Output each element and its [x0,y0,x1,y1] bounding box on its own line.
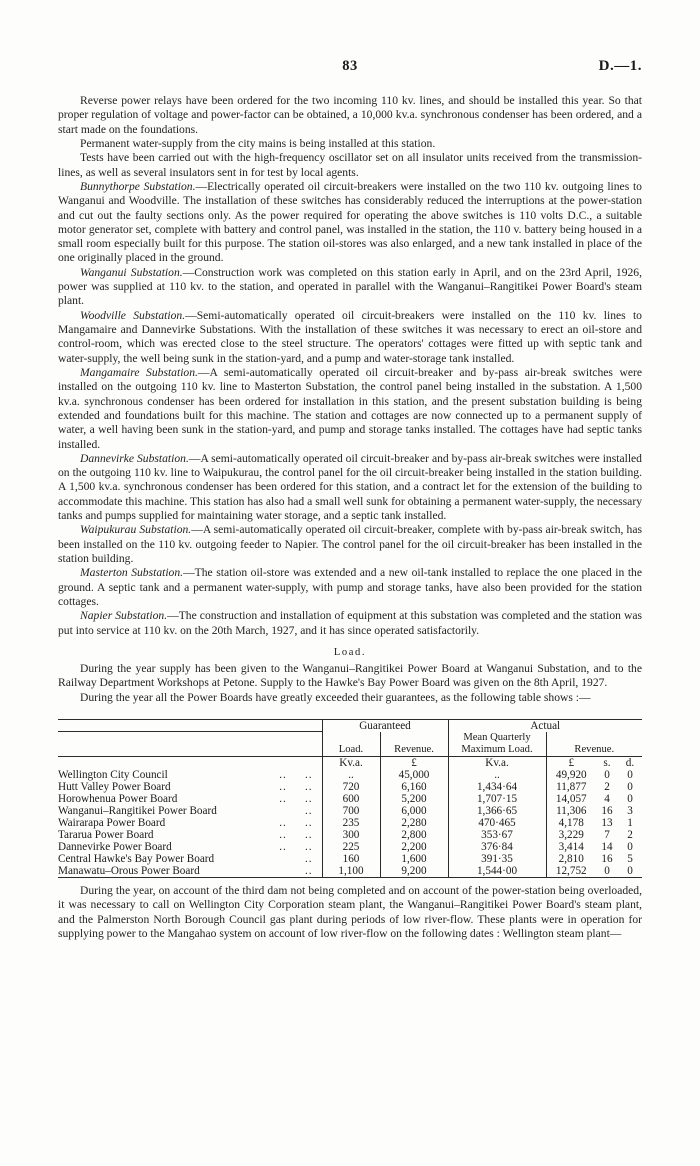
row-dots: .. [304,829,313,842]
row-label: Wairarapa Power Board [58,817,166,830]
subheader-guaranteed-load: Load. [322,732,380,757]
paragraph-waipukurau: Waipukurau Substation.—A semi-automatically operated oil circuit-breaker, complete with by-pass air-break switch, has been installed on the 110 kv. outgoing feeder to Napier. The control panel for the oil circuit-breaker has been installed in the station building. [58,523,642,565]
row-label: Central Hawke's Bay Power Board [58,853,215,866]
row-dots: .. [304,865,313,878]
body-text-block-after [58,662,642,705]
paragraph: Tests have been carried out with the high-frequency oscillator set on all insulator units received from the transmission-lines, as well as several insulators sent in for test by local agents. [58,151,642,179]
paragraph-masterton: Masterton Substation.—The station oil-store was extended and a new oil-tank installed to replace the one placed in the ground. A septic tank and a permanent water-supply, with pump and storage tanks, have also been provided for the station cottages. [58,566,642,608]
page-content [58,58,642,941]
table-group-header-row [58,719,642,732]
cell-actual-revenue-pounds: 11,877 [546,781,596,793]
footer-paragraph: During the year, on account of the third dam not being completed and on account of the power-station being overloaded, it was necessary to call on Wellington City Corporation steam plant, the Wanganui–Rangitikei Power Board's steam plant, and the Palmerston North Borough Council gas plant during periods of low river-flow. These plants were in operation for supplying power to the Mangahao system on account of low river-flow on the following dates : Wellington steam plant— [58,884,642,941]
page-header [58,58,642,84]
cell-guaranteed-revenue: 2,800 [380,829,448,841]
cell-guaranteed-load: 160 [322,853,380,865]
unit-pounds-guaranteed: £ [380,757,448,770]
cell-guaranteed-revenue: 2,200 [380,841,448,853]
paragraph: During the year all the Power Boards have greatly exceeded their guarantees, as the following table shows :— [80,690,591,704]
cell-actual-revenue-shillings: 0 [604,865,610,878]
table-row [58,865,642,878]
paragraph-dannevirke: Dannevirke Substation.—A semi-automatically operated oil circuit-breaker and by-pass air-break switches were installed on the outgoing 110 kv. line to Waipukurau, the control panel for the oil circuit-breaker being installed in the station building. A 1,500 kv.a. synchronous condenser has been ordered for this station, and a contract let for the extension of the building to accommodate this machine. This station has also had a small well sunk for obtaining a permanent water-supply, the necessary tanks and pumps supplied for maintaining water storage, and a septic tank installed. [58,451,642,523]
cell-actual-revenue-shillings: 7 [604,829,610,842]
cell-actual-revenue-pence: 3 [627,805,633,818]
cell-guaranteed-revenue: 45,000 [380,769,448,781]
row-dots: .. [304,805,313,818]
table-row [58,829,642,841]
row-dots: .. [279,793,287,806]
cell-actual-revenue-pounds: 12,752 [546,865,596,878]
cell-guaranteed-load: 600 [322,793,380,805]
cell-guaranteed-load: .. [322,769,380,781]
row-label: Horowhenua Power Board [58,793,178,806]
row-dots: .. [304,769,313,782]
row-dots: .. [304,841,313,854]
paragraph-wanganui: Wanganui Substation.—Construction work was completed on this station early in April, and on the 23rd April, 1926, power was supplied at 110 kv. to the station, and operated in parallel with the Wanganui–Rangitikei Power Board's steam plant. [58,265,642,308]
row-dots: .. [304,853,313,866]
subheader-actual-load: Mean Quarterly Maximum Load. [448,732,546,757]
guarantees-table [58,719,642,884]
cell-actual-revenue-pounds: 2,810 [546,853,596,865]
subheader-guaranteed-revenue: Revenue. [380,732,448,757]
cell-actual-revenue-shillings: 0 [604,769,610,782]
table-row [58,853,642,865]
subhead-wanganui: Wanganui Substation. [80,265,183,279]
cell-guaranteed-revenue: 1,600 [380,853,448,865]
cell-actual-revenue-pounds: 14,057 [546,793,596,805]
cell-guaranteed-load: 1,100 [322,865,380,878]
cell-actual-load: 353·67 [448,829,546,841]
paragraph-woodville: Woodville Substation.—Semi-automatically operated oil circuit-breakers were installed on the 110 kv. lines to Mangamaire and Dannevirke Substations. With the installation of these switches it was necessary to erect an oil-store and control-room, which was erected close to the steel structure. The operators' cottages were fitted up with septic tank and water-supply, the well being sunk in the station-yard, and a pump and water-storage tank installed. [58,308,642,365]
cell-actual-load: 391·35 [448,853,546,865]
unit-shillings: s. [596,757,618,770]
cell-guaranteed-load: 700 [322,805,380,817]
cell-actual-revenue-shillings: 2 [604,781,610,794]
row-dots [270,865,296,878]
row-dots: .. [304,817,313,830]
unit-pence: d. [618,757,642,770]
section-heading-load: Load. [333,646,367,658]
body-text-block [58,94,642,638]
row-dots: .. [304,781,313,794]
row-label: Wanganui–Rangitikei Power Board [58,805,217,818]
row-dots [270,805,296,817]
table-units-row [58,757,642,770]
cell-actual-load: 1,366·65 [448,805,546,817]
cell-actual-revenue-pence: 2 [627,829,633,842]
table-row [58,841,642,853]
cell-actual-revenue-pence: 0 [627,769,633,782]
table-subheader-row [58,732,642,757]
cell-actual-revenue-pence: 1 [627,817,633,830]
cell-actual-revenue-pence: 0 [627,781,633,794]
subhead-waipukurau: Waipukurau Substation. [80,523,192,537]
row-dots: .. [279,817,287,830]
row-dots: .. [279,829,287,842]
unit-pounds-actual: £ [546,757,596,770]
row-dots: .. [279,841,287,854]
subhead-dannevirke: Dannevirke Substation. [80,451,189,465]
unit-kva-actual: Kv.a. [448,757,546,770]
page-number: 83 [342,58,358,74]
row-dots: .. [279,769,287,782]
cell-actual-revenue-pounds: 3,414 [546,841,596,853]
row-dots: .. [279,781,287,794]
cell-actual-revenue-shillings: 13 [601,817,613,830]
table-row [58,805,642,817]
row-label: Wellington City Council [58,769,168,782]
paragraph-mangamaire: Mangamaire Substation.—A semi-automatically operated oil circuit-breaker and by-pass air-break switches were installed on the outgoing 110 kv. line to Masterton Substation, the control panel being installed in the substation. A 1,500 kv.a. synchronous condenser has been ordered for installation in this station, and the present substation building is being extended and foundations built for this machine. The station and cottages are now connected up to a permanent supply of water, a well having been sunk in the station-yard, and pump and storage tanks installed. The cottages have had septic tanks installed. [58,365,643,451]
cell-actual-revenue-pence: 0 [627,865,633,878]
paragraph: During the year supply has been given to the Wanganui–Rangitikei Power Board at Wanganui Substation, and to the Railway Department Workshops at Petone. Supply to the Hawke's Bay Power Board was given on the 8th April, 1927. [58,661,642,690]
cell-actual-revenue-shillings: 4 [604,793,610,806]
cell-actual-load: 1,544·00 [448,865,546,878]
row-dots: .. [304,793,313,806]
table-row [58,793,642,805]
unit-kva-guaranteed: Kv.a. [322,757,380,770]
cell-actual-load: 1,707·15 [448,793,546,805]
cell-guaranteed-revenue: 6,000 [380,805,448,817]
paragraph-bunnythorpe: Bunnythorpe Substation.—Electrically operated oil circuit-breakers were installed on the two 110 kv. outgoing lines to Wanganui and Woodville. The installation of these switches has considerably reduced the interruptions at the power-station and cut out the faulty sections only. As the power required for operating the above switches is 110 volts D.C., a suitable motor generator set, complete with battery and control panel, was installed in the station, the 110 v. battery being housed in a small room especially built for this purpose. The station oil-stores was also enlarged, and a new tank installed in place of the one originally placed in the ground. [58,179,642,265]
cell-actual-revenue-pence: 0 [627,793,633,806]
cell-actual-revenue-pounds: 49,920 [546,769,596,781]
cell-actual-revenue-pounds: 11,306 [546,805,596,817]
cell-actual-revenue-pence: 5 [627,853,633,866]
row-label: Dannevirke Power Board [58,841,172,854]
subhead-napier: Napier Substation. [80,609,168,623]
cell-actual-load: 1,434·64 [448,781,546,793]
row-label: Tararua Power Board [58,829,154,842]
cell-actual-load: 470·465 [448,817,546,829]
cell-guaranteed-revenue: 2,280 [380,817,448,829]
cell-actual-revenue-shillings: 16 [601,853,613,866]
paragraph: Reverse power relays have been ordered for the two incoming 110 kv. lines, and should be installed this year. So that proper regulation of voltage and power-factor can be obtained, a 10,000 kv.a. synchronous condenser has been ordered, and a start made on the foundations. [58,94,642,136]
cell-guaranteed-load: 720 [322,781,380,793]
table-row [58,817,642,829]
cell-guaranteed-revenue: 5,200 [380,793,448,805]
subheader-actual-revenue: Revenue. [546,732,642,757]
cell-actual-load: .. [448,769,546,781]
cell-guaranteed-revenue: 6,160 [380,781,448,793]
subhead-bunnythorpe: Bunnythorpe Substation. [80,179,196,193]
paragraph: Permanent water-supply from the city mains is being installed at this station. [80,136,436,150]
cell-actual-revenue-pounds: 4,178 [546,817,596,829]
cell-guaranteed-load: 235 [322,817,380,829]
group-header-actual: Actual [448,719,642,732]
subhead-mangamaire: Mangamaire Substation. [80,365,198,379]
table-row [58,781,642,793]
cell-guaranteed-revenue: 9,200 [380,865,448,878]
subhead-masterton: Masterton Substation. [80,566,184,580]
cell-actual-revenue-pence: 0 [627,841,633,854]
cell-guaranteed-load: 300 [322,829,380,841]
document-code: D.—1. [598,58,642,74]
cell-actual-revenue-shillings: 16 [601,805,613,818]
row-label: Hutt Valley Power Board [58,781,171,794]
row-label: Manawatu–Orous Power Board [58,865,200,878]
row-dots [270,853,296,865]
paragraph-napier: Napier Substation.—The construction and installation of equipment at this substation was completed and the station was put into service at 110 kv. on the 20th March, 1927, and it has since operated satisfactorily. [58,609,642,637]
cell-actual-load: 376·84 [448,841,546,853]
cell-actual-revenue-shillings: 14 [601,841,613,854]
subhead-woodville: Woodville Substation. [80,308,186,322]
table-row [58,769,642,781]
group-header-guaranteed: Guaranteed [322,719,448,732]
cell-guaranteed-load: 225 [322,841,380,853]
cell-actual-revenue-pounds: 3,229 [546,829,596,841]
